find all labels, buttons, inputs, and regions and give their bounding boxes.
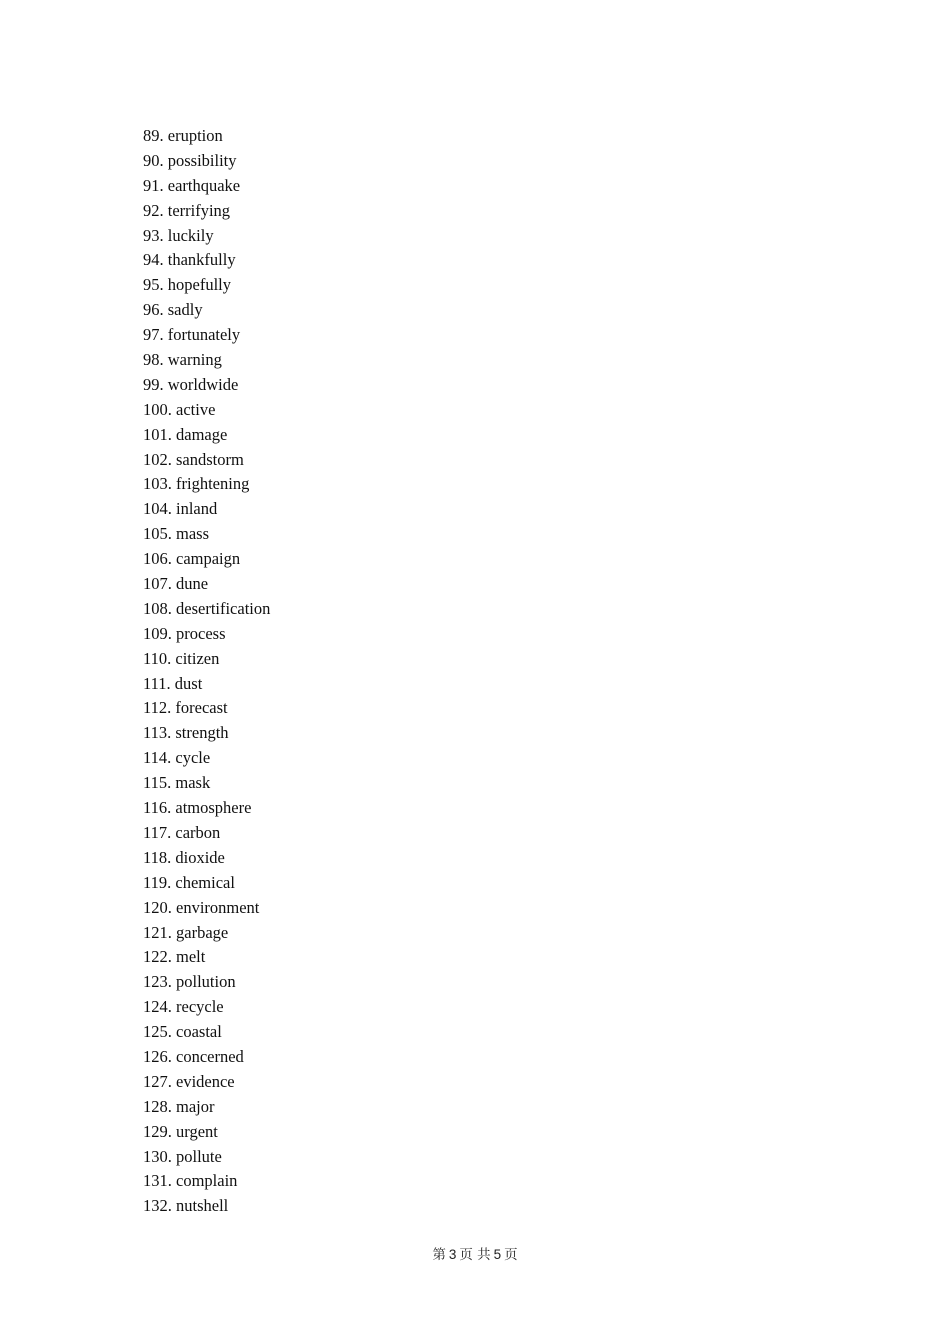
list-item: 118. dioxide (143, 847, 225, 867)
list-item: 111. dust (143, 673, 203, 693)
list-item: 101. damage (143, 424, 228, 444)
list-item: 132. nutshell (143, 1196, 229, 1216)
page-footer (0, 1246, 950, 1264)
list-item: 127. evidence (143, 1071, 235, 1091)
list-item: 100. active (143, 399, 216, 419)
list-item: 116. atmosphere (143, 798, 252, 818)
list-item: 114. cycle (143, 748, 211, 768)
footer-suffix: 页 (504, 1247, 518, 1263)
list-item: 96. sadly (143, 300, 203, 320)
list-item: 95. hopefully (143, 275, 231, 295)
list-item: 131. complain (143, 1171, 238, 1191)
list-item: 108. desertification (143, 598, 271, 618)
list-item: 89. eruption (143, 126, 223, 145)
list-item: 128. major (143, 1096, 215, 1116)
vocabulary-list (143, 124, 270, 1219)
list-item: 103. frightening (143, 474, 250, 494)
list-item: 110. citizen (143, 648, 220, 668)
list-item: 125. coastal (143, 1022, 222, 1042)
total-page-count: 5 (493, 1247, 502, 1262)
list-item: 90. possibility (143, 150, 237, 170)
list-item: 92. terrifying (143, 200, 231, 220)
list-item: 117. carbon (143, 822, 221, 842)
list-item: 97. fortunately (143, 325, 241, 345)
list-item: 105. mass (143, 524, 209, 544)
list-item: 91. earthquake (143, 175, 241, 195)
current-page-number: 3 (448, 1247, 457, 1262)
list-item: 121. garbage (143, 922, 229, 942)
list-item: 115. mask (143, 773, 211, 793)
list-item: 94. thankfully (143, 250, 236, 270)
list-item: 123. pollution (143, 972, 236, 992)
list-item: 107. dune (143, 574, 209, 594)
list-item: 126. concerned (143, 1046, 244, 1066)
list-item: 93. luckily (143, 225, 214, 245)
list-item: 130. pollute (143, 1146, 222, 1166)
list-item: 98. warning (143, 350, 222, 370)
list-item: 99. worldwide (143, 374, 239, 394)
list-item: 112. forecast (143, 698, 228, 718)
list-item: 129. urgent (143, 1121, 218, 1141)
list-item: 104. inland (143, 499, 218, 519)
footer-prefix: 第 (432, 1247, 446, 1263)
list-item: 109. process (143, 623, 226, 643)
list-item: 120. environment (143, 897, 260, 917)
list-item: 122. melt (143, 947, 206, 967)
list-item: 119. chemical (143, 872, 235, 892)
footer-middle: 页 共 (459, 1247, 491, 1263)
list-item: 124. recycle (143, 997, 224, 1017)
list-item: 113. strength (143, 723, 229, 743)
list-item: 106. campaign (143, 549, 241, 569)
list-item: 102. sandstorm (143, 449, 244, 469)
